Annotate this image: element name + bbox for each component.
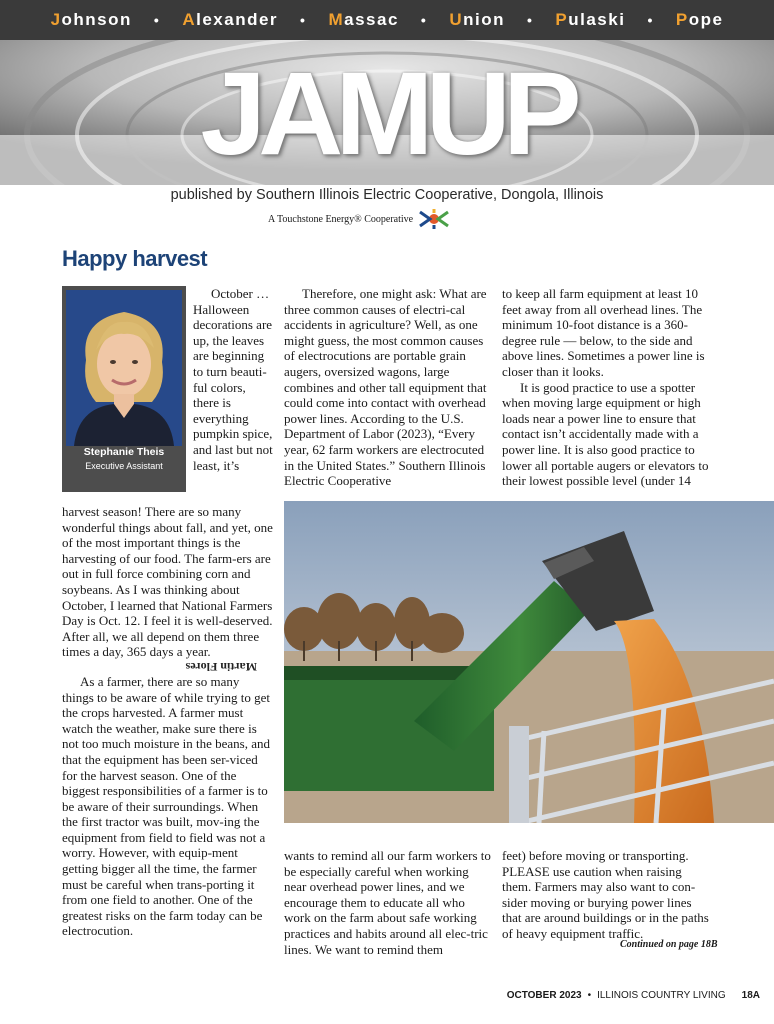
paragraph: Therefore, one might ask: What are three common causes of electri-cal accidents in agriculture? Well, as one might guess, the most common causes of electrocutions are portable grain augers, oversized wagons, large combines and other tall equipment that could come into contact with overhead power lines. According to the U.S. Department of Labor (2023), “Every year, 62 farm workers are electrocuted in the United States.” Southern Illinois Electric Cooperative — [284, 286, 487, 489]
paragraph: feet) before moving or transporting. PLEASE use caution when raising them. Farmers may also want to con-sider moving or burying power lines that are around buildings or in the paths of heavy equipment traffic. — [502, 848, 709, 941]
separator-dot: • — [526, 12, 534, 28]
author-role: Executive Assistant — [85, 461, 163, 471]
county-johnson: Johnson — [50, 10, 132, 29]
paragraph: to keep all farm equipment at least 10 feet away from all overhead lines. The minimum 10-foot distance is a 360-degree rule — below, to the side and above lines. Sometimes a power line is closer than it looks. — [502, 286, 705, 379]
article-headline: Happy harvest — [62, 246, 208, 271]
separator-dot: • — [420, 12, 428, 28]
column-3-bottom — [502, 848, 714, 942]
photo-credit: Martin Flores — [185, 659, 257, 674]
county-pulaski: Pulaski — [555, 10, 626, 29]
county-massac: Massac — [328, 10, 399, 29]
separator-dot: • — [153, 12, 161, 28]
paragraph: It is good practice to use a spotter when moving large equipment or high loads near a power line to ensure that contact isn’t accidentally made with a power line. It is also good practice to lower all portable augers or elevators to their lowest possible level (under 14 — [502, 379, 709, 489]
grain-cart-photo — [284, 501, 774, 823]
paragraph: As a farmer, there are so many things to be aware of while trying to get the crops harvested. A farmer must watch the weather, make sure there is not too much moisture in the beans, and that the equipment has been ser-viced for the harvest season. One of the biggest responsibilities of a farmer is to be aware of their surroundings. When the first tractor was built, mov-ing the equipment from field to field was not a worry. However, with equip-ment getting bigger all the time, the farmer must be careful when trans-porting it from one field to another. One of the greatest risks on the farm today can be electrocution. — [62, 673, 270, 939]
footer-month: OCTOBER 2023 — [506, 990, 582, 1001]
author-photo — [66, 290, 182, 446]
county-bar — [0, 0, 774, 40]
county-pope: Pope — [675, 10, 724, 29]
paragraph: wants to remind all our farm workers to be especially careful when working near overhead power lines, and we encourage them to educate all who work on the farm about safe working practices and habits around all elec-tric lines. We want to remind them — [284, 848, 491, 957]
column-2-bottom — [284, 848, 492, 957]
intro-paragraph: October … Halloween decorations are up, the leaves are beginning to turn beauti-ful colors, there is everything pumpkin spice, and last but not least, it’s — [193, 286, 273, 473]
separator-dot: • — [300, 12, 307, 28]
page-number: 18A — [741, 990, 760, 1001]
masthead — [0, 40, 774, 185]
harvest-photo-image — [284, 501, 774, 823]
continued-note: Continued on page 18B — [620, 939, 718, 950]
column-3-top — [502, 286, 714, 489]
column-2-top — [284, 286, 492, 489]
intro-wrap-text — [193, 286, 273, 473]
column-1 — [62, 504, 274, 939]
footer-bullet: • — [587, 990, 592, 1001]
author-portrait-image — [66, 290, 182, 446]
author-box — [62, 286, 186, 492]
author-name: Stephanie Theis — [83, 446, 165, 458]
masthead-title: JAMUP — [200, 48, 574, 180]
publisher-line: published by Southern Illinois Electric Cooperative, Dongola, Illinois — [170, 187, 604, 203]
page-footer — [507, 990, 760, 1001]
touchstone-tagline — [268, 209, 450, 229]
paragraph: harvest season! There are so many wonderful things about fall, and yet, one of the most important things is the harvesting of our food. The farm-ers are out in full force combining corn and soybeans. As I was thinking about October, I learned that National Farmers Day is Oct. 12. I feel it is well-deserved. After all, we all depend on them three times a day, 365 days a year. — [62, 504, 273, 660]
county-union: Union — [449, 10, 505, 29]
footer-publication: ILLINOIS COUNTRY LIVING — [597, 990, 726, 1001]
county-alexander: Alexander — [182, 10, 279, 29]
touchstone-text: A Touchstone Energy® Cooperative — [268, 213, 414, 225]
separator-dot: • — [647, 12, 654, 28]
touchstone-logo-icon — [418, 209, 450, 229]
